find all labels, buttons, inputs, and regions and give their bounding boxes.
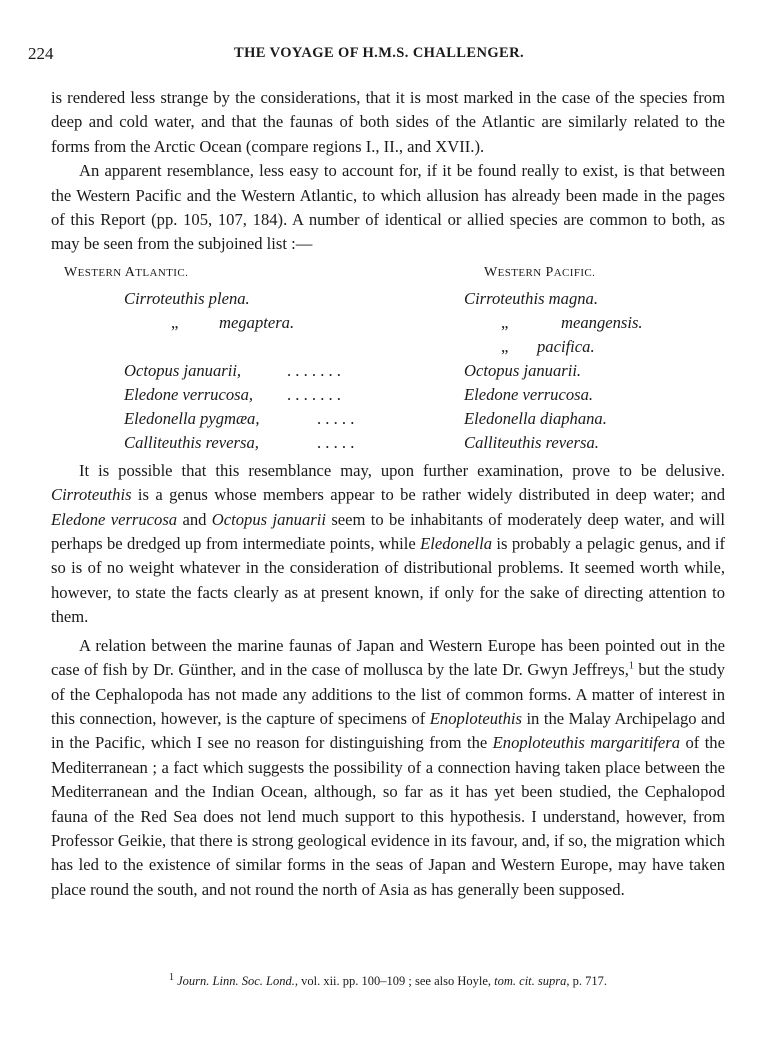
table-row bbox=[51, 335, 725, 359]
table-row bbox=[51, 287, 725, 311]
dot-leader: . . . . . bbox=[317, 432, 355, 452]
right-column-heading: WESTERN PACIFIC. bbox=[484, 264, 596, 280]
running-title: THE VOYAGE OF H.M.S. CHALLENGER. bbox=[234, 45, 524, 61]
ditto-mark: „ bbox=[171, 312, 179, 332]
table-row bbox=[51, 359, 725, 383]
table-row bbox=[51, 383, 725, 407]
right-species: Cirroteuthis magna. bbox=[464, 288, 598, 308]
left-column-heading: WESTERN ATLANTIC. bbox=[64, 264, 189, 280]
species-table bbox=[51, 261, 725, 457]
right-species: Octopus januarii. bbox=[464, 360, 582, 380]
table-row bbox=[51, 407, 725, 431]
table-row bbox=[51, 431, 725, 455]
paragraph-2: An apparent resemblance, less easy to account for, if it be found really to exist, is that between the Western Pacific and the Western Atlantic, to which allusion has already been made in the pages of this Report (pp. 105, 107, 184). A number of identical or allied species are common to both, as may be seen from the subjoined list :— bbox=[51, 161, 725, 254]
dot-leader: . . . . . . . bbox=[287, 360, 341, 380]
paragraph-3: It is possible that this resemblance may, upon further examination, prove to be delusive. Cirroteuthis is a genus whose members appear to be rather widely distributed in deep water; and Eledone verrucosa and Octopus januarii seem to be inhabitants of moderately deep water, and will perhaps be dredged up from intermediate points, while Eledonella is probably a pelagic genus, and if so is of no weight whatever in the consideration of distributional problems. It seemed worth while, however, to state the facts clearly as at present known, if only for the sake of directing attention to them. bbox=[51, 460, 725, 627]
paragraph-4: A relation between the marine faunas of Japan and Western Europe has been pointed out in the case of fish by Dr. Günther, and in the case of mollusca by the late Dr. Gwyn Jeffreys,$^1$ but the study of the Cephalopoda has not made any additions to the list of common forms. A matter of interest in this connection, however, is the capture of specimens of Enoploteuthis in the Malay Archipelago and in the Pacific, which I see no reason for distinguishing from the Enoploteuthis margaritifera of the Mediterranean ; a fact which suggests the possibility of a connection having taken place between the Mediterranean and the Indian Ocean, although, so far as it has yet been studied, the Cephalopod fauna of the Red Sea does not lend much support to this hypothesis. I understand, however, from Professor Geikie, that there is strong geological evidence in its favour, and, if so, the migration which has led to the existence of similar forms in the seas of Japan and Western Europe, may have taken place round the south, and not round the north of Asia as has generally been supposed. bbox=[51, 635, 725, 899]
footnote-marker: 1 bbox=[628, 660, 634, 672]
left-species: megaptera. bbox=[219, 312, 295, 332]
left-species: Eledone verrucosa, bbox=[124, 384, 254, 404]
dot-leader: . . . . . . . bbox=[287, 384, 341, 404]
right-species: Eledonella diaphana. bbox=[464, 408, 607, 428]
left-species: Octopus januarii, bbox=[124, 360, 242, 380]
table-row bbox=[51, 311, 725, 335]
footnote: $^1$ Journ. Linn. Soc. Lond., vol. xii. pp. 100–109 ; see also Hoyle, tom. cit. supra, p. 717. bbox=[169, 971, 607, 988]
left-species: Cirroteuthis plena. bbox=[124, 288, 250, 308]
right-species: meangensis. bbox=[561, 312, 643, 332]
body-text bbox=[51, 86, 725, 902]
page-header bbox=[28, 44, 730, 68]
paragraph-1: is rendered less strange by the considerations, that it is most marked in the case of the species from deep and cold water, and that the faunas of both sides of the Atlantic are similarly related to the forms from the Arctic Ocean (compare regions I., II., and XVII.). bbox=[51, 88, 725, 156]
left-species: Eledonella pygmæa, bbox=[124, 408, 260, 428]
right-species: Calliteuthis reversa. bbox=[464, 432, 599, 452]
ditto-mark: „ bbox=[501, 336, 509, 356]
left-species: Calliteuthis reversa, bbox=[124, 432, 259, 452]
right-species: Eledone verrucosa. bbox=[464, 384, 594, 404]
page-number: 224 bbox=[28, 44, 54, 63]
right-species: pacifica. bbox=[537, 336, 595, 356]
ditto-mark: „ bbox=[501, 312, 509, 332]
dot-leader: . . . . . bbox=[317, 408, 355, 428]
